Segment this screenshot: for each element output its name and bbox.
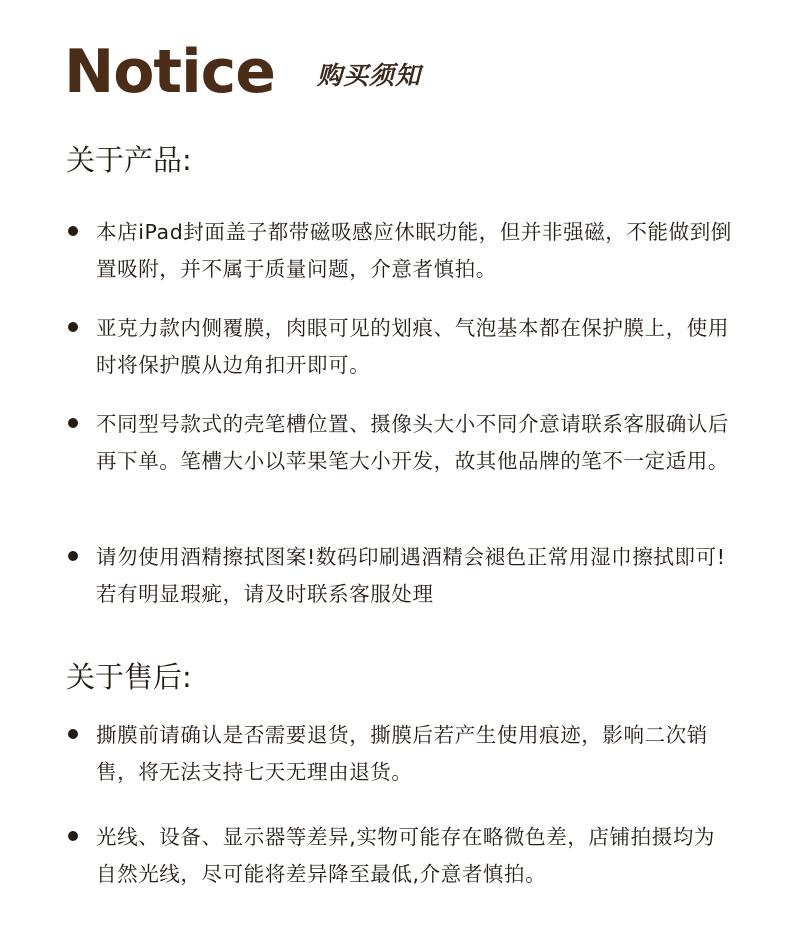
list-item-text: 光线、设备、显示器等差异,实物可能存在略微色差，店铺拍摄均为自然光线，尽可能将差异降至最低,介意者慎拍。 [96, 825, 716, 886]
bullet-icon [68, 551, 78, 561]
product-section-heading: 关于产品: [66, 143, 192, 177]
list-item-text: 不同型号款式的壳笔槽位置、摄像头大小不同介意请联系客服确认后再下单。笔槽大小以苹果笔大小开发，故其他品牌的笔不一定适用。 [96, 412, 729, 473]
bullet-icon [68, 226, 78, 236]
bullet-icon [68, 831, 78, 841]
page-header [64, 28, 421, 108]
list-item-text: 本店iPad封面盖子都带磁吸感应休眠功能，但并非强磁，不能做到倒置吸附，并不属于质量问题，介意者慎拍。 [96, 220, 732, 281]
list-item-text: 撕膜前请确认是否需要退货，撕膜后若产生使用痕迹，影响二次销售，将无法支持七天无理由退货。 [96, 723, 708, 784]
notice-subtitle: 购买须知 [316, 61, 421, 90]
aftersale-section-heading: 关于售后: [66, 660, 192, 694]
notice-title: Notice [64, 37, 275, 107]
bullet-icon [68, 729, 78, 739]
bullet-icon [68, 418, 78, 428]
list-item-text: 亚克力款内侧覆膜，肉眼可见的划痕、气泡基本都在保护膜上，使用时将保护膜从边角扣开即可。 [96, 316, 729, 377]
bullet-icon [68, 322, 78, 332]
list-item-text: 请勿使用酒精擦拭图案!数码印刷遇酒精会褪色正常用湿巾擦拭即可!若有明显瑕疵，请及时联系客服处理 [96, 545, 726, 606]
